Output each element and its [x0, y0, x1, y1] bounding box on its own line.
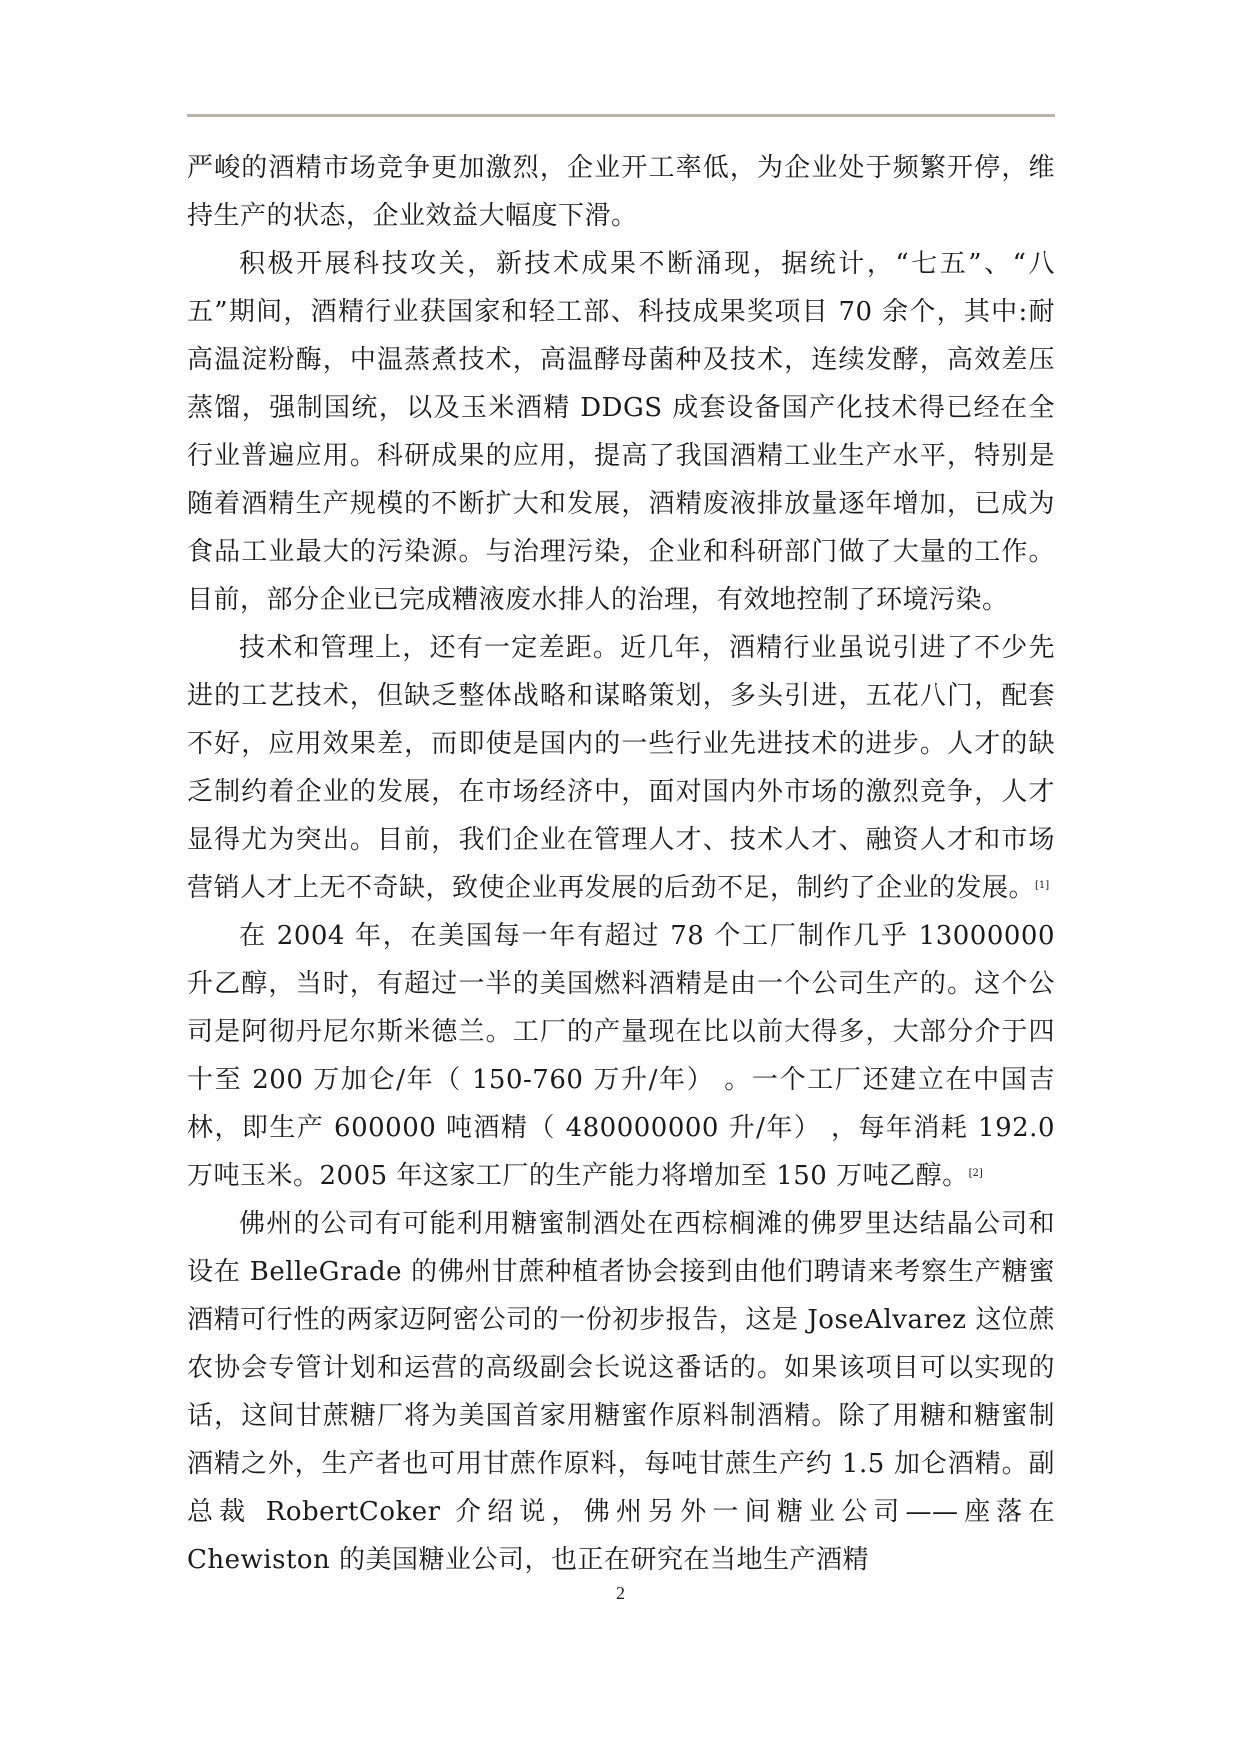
- page-number: 2: [616, 1583, 625, 1603]
- paragraph-text: 严峻的酒精市场竞争更加激烈，企业开工率低，为企业处于频繁开停，维持生产的状态，企业效益大幅度下滑。: [187, 153, 1055, 231]
- paragraph-text: 积极开展科技攻关，新技术成果不断涌现，据统计，“七五”、“八五”期间，酒精行业获国家和轻工部、科技成果奖项目 70 余个，其中:耐高温淀粉酶，中温蒸煮技术，高温酵母菌种及技术，连续发酵，高效差压蒸馏，强制国统，以及玉米酒精 DDGS 成套设备国产化技术得已经在全行业普遍应用。科研成果的应用，提高了我国酒精工业生产水平，特别是随着酒精生产规模的不断扩大和发展，酒精废液排放量逐年增加，已成为食品工业最大的污染源。与治理污染，企业和科研部门做了大量的工作。目前，部分企业已完成糟液废水排人的治理，有效地控制了环境污染。: [187, 249, 1055, 615]
- paragraph: [187, 240, 1055, 624]
- citation-marker: [1]: [1035, 880, 1050, 891]
- paragraph-text: 技术和管理上，还有一定差距。近几年，酒精行业虽说引进了不少先进的工艺技术，但缺乏整体战略和谋略策划，多头引进，五花八门，配套不好，应用效果差，而即使是国内的一些行业先进技术的进步。人才的缺乏制约着企业的发展，在市场经济中，面对国内外市场的激烈竞争，人才显得尤为突出。目前，我们企业在管理人才、技术人才、融资人才和市场营销人才上无不奇缺，致使企业再发展的后劲不足，制约了企业的发展。: [187, 633, 1055, 903]
- paragraph: [187, 1200, 1055, 1584]
- paragraph: [187, 624, 1055, 912]
- paragraph: [187, 912, 1055, 1200]
- paragraph-text: 在 2004 年，在美国每一年有超过 78 个工厂制作几乎 13000000 升乙醇，当时，有超过一半的美国燃料酒精是由一个公司生产的。这个公司是阿彻丹尼尔斯米德兰。工厂的产量现在比以前大得多，大部分介于四十至 200 万加仑/年（ 150-760 万升/年） 。一个工厂还建立在中国吉林，即生产 600000 吨酒精（ 480000000 升/年） ，每年消耗 192.0 万吨玉米。2005 年这家工厂的生产能力将增加至 150 万吨乙醇。: [187, 921, 1055, 1191]
- paragraph-text: 佛州的公司有可能利用糖蜜制酒处在西棕榈滩的佛罗里达结晶公司和设在 BelleGrade 的佛州甘蔗种植者协会接到由他们聘请来考察生产糖蜜酒精可行性的两家迈阿密公司的一份初步报告，这是 JoseAlvarez 这位蔗农协会专管计划和运营的高级副会长说这番话的。如果该项目可以实现的话，这间甘蔗糖厂将为美国首家用糖蜜作原料制酒精。除了用糖和糖蜜制酒精之外，生产者也可用甘蔗作原料，每吨甘蔗生产约 1.5 加仑酒精。副总裁 RobertCoker 介绍说，佛州另外一间糖业公司——座落在 Chewiston 的美国糖业公司，也正在研究在当地生产酒精: [187, 1209, 1055, 1575]
- citation-marker: [2]: [968, 1168, 983, 1179]
- document-body: [187, 144, 1055, 1584]
- paragraph: [187, 144, 1055, 240]
- header-rule: [187, 114, 1055, 117]
